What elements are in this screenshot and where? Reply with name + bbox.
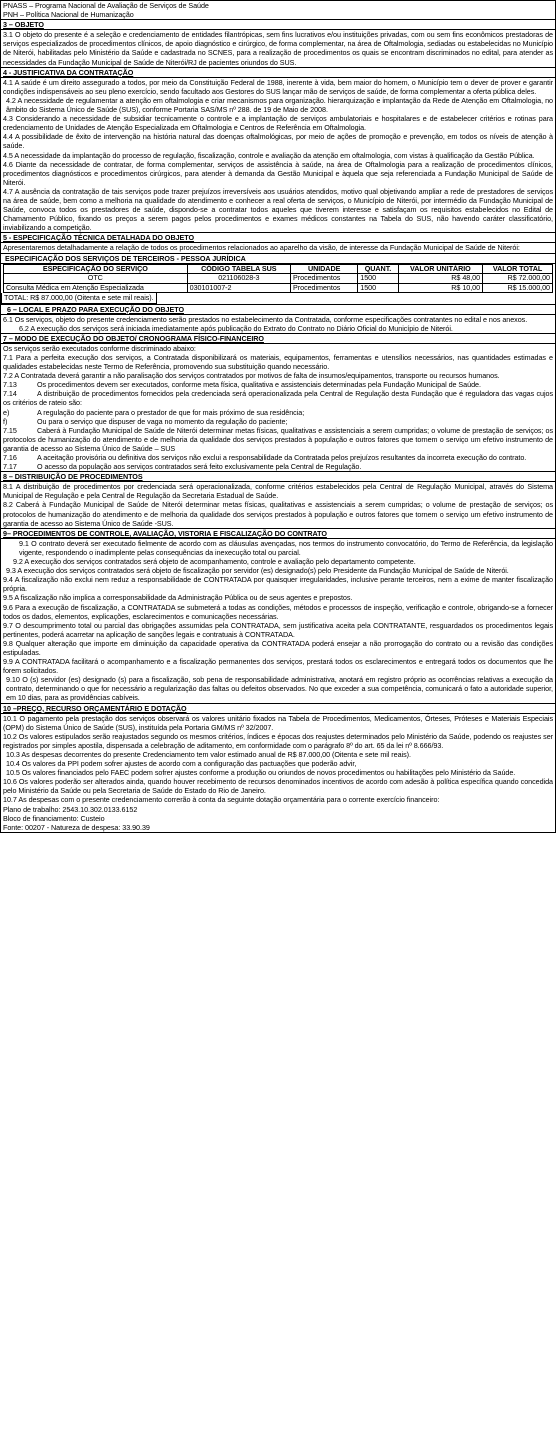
cell-unit: Procedimentos bbox=[291, 283, 358, 293]
item-letter: f) bbox=[3, 416, 8, 426]
table-row bbox=[4, 274, 553, 284]
clause-9-7: 9.7 O descumprimento total ou parcial das obrigações assumidas pela CONTRATADA, sem justificativa aceita pela CONTRATANTE, resguardados os procedimentos legais pertinentes, poderá acarretar na aplicação de sanções legais e contratuais à CONTRATADA. bbox=[3, 620, 553, 639]
clause-4-5: 4.5 A necessidade da implantação do processo de regulação, fiscalização, controle e avaliação da atenção em oftalmologia, com vistas à qualificação da Gestão Pública. bbox=[3, 150, 535, 160]
clause-9-5: 9.5 A fiscalização não implica a corresponsabilidade da Administração Pública ou de seus agentes e prepostos. bbox=[3, 593, 353, 603]
clause-text: A distribuição de procedimentos fornecidos pela credenciada será operacionalizada pela Central de Regulação desta Fundação que é reguladora das vagas cujos os critérios de rateio são: bbox=[3, 389, 553, 408]
clause-10-6: 10.6 Os valores poderão ser alterados ainda, quando houver recebimento de recursos denominados incentivos de acordo com adesão à política específica quando concedida pelo Ministério da Saúde ou pela Secretaria de Saúde do Estado do Rio de Janeiro. bbox=[3, 777, 553, 796]
clause-text: Caberá à Fundação Municipal de Saúde de Niterói determinar metas físicas, qualitativas e assistenciais a serem cumpridas; o volume de prestação de serviços; os protocolos de humanização do atendimento e de melhoria da qualidade dos serviços prestados à população e outros fatores que tornem o serviço um efetivo instrumento de garantia de acesso ao Sistema Único de Saúde – SUS bbox=[3, 425, 553, 453]
section-6-heading: 6 – LOCAL E PRAZO PARA EXECUÇÃO DO OBJETO bbox=[1, 304, 555, 314]
clause-7-14 bbox=[3, 389, 553, 407]
cell-service: Consulta Médica em Atenção Especializada bbox=[4, 283, 188, 293]
col-header-sus-code: CÓDIGO TABELA SUS bbox=[187, 264, 290, 274]
cell-total-value: R$ 15.000,00 bbox=[483, 283, 553, 293]
section-4-heading: 4 - JUSTIFICATIVA DA CONTRATAÇÃO bbox=[1, 67, 555, 77]
section-8-heading: 8 – DISTRIBUIÇÃO DE PROCEDIMENTOS bbox=[1, 471, 555, 481]
services-total: TOTAL: R$ 87.000,00 (Oitenta e sete mil reais). bbox=[1, 293, 157, 303]
clause-9-8: 9.8 Qualquer alteração que importe em diminuição da capacidade operativa da CONTRATADA poderá ensejar a não prorrogação do contrato ou a revisão das condições estipuladas. bbox=[3, 638, 553, 657]
section-7-heading: 7 – MODO DE EXECUÇÃO DO OBJETO/ CRONOGRAMA FÍSICO-FINANCEIRO bbox=[1, 333, 555, 343]
clause-4-1: 4.1 A saúde é um direito assegurado a todos, por meio da Constituição Federal de 1988, inerente à vida, bem maior do homem, o Município tem o dever de prover e garantir condições indispensáveis ao seu pleno exercício, sendo facultado aos Gestores do SUS lançar mão de serviços de saúde, de forma complementar a oferta pública deles. bbox=[3, 77, 553, 96]
cell-quantity: 1500 bbox=[358, 274, 398, 284]
clause-7-16 bbox=[3, 453, 553, 462]
clause-10-2: 10.2 Os valores estipulados serão reajustados segundo os mesmos critérios, índices e épocas dos reajustes determinados pelo Ministério da Saúde, podendo os reajustes ser registrados por simples apostila, dispensada a celebração de aditamento, em conformidade com o parágrafo 8º do art. 65 da lei nº 8.666/93. bbox=[3, 731, 553, 750]
clause-8-2: 8.2 Caberá à Fundação Municipal de Saúde de Niterói determinar metas físicas, qualitativas e assistenciais a serem cumpridas; o volume de prestação de serviços; os protocolos de humanização do atendimento e de melhoria da qualidade dos serviços prestados à população e outros fatores que tornem o serviço um efetivo instrumento de garantia de acesso ao Sistema Único de Saúde -SUS. bbox=[3, 500, 553, 528]
clause-10-3: 10.3 As despesas decorrentes do presente Credenciamento tem valor estimado anual de R$ 87.000,00 (Oitenta e sete mil reais). bbox=[6, 750, 411, 759]
section-7-body bbox=[1, 343, 555, 471]
col-header-unit-value: VALOR UNITÁRIO bbox=[398, 264, 482, 274]
item-text: A regulação do paciente para o prestador de que for mais próximo de sua residência; bbox=[37, 407, 305, 417]
clause-7-13 bbox=[3, 380, 553, 389]
clause-4-4: 4.4 A possibilidade de êxito de intervenção na história natural das doenças oftalmológicas, por meio de ações de promoção e prevenção, em todos os níveis de atenção à saúde. bbox=[3, 132, 553, 151]
col-header-service: ESPECIFICAÇÃO DO SERVIÇO bbox=[4, 264, 188, 274]
item-letter: e) bbox=[3, 407, 10, 417]
section-8-body bbox=[1, 481, 555, 527]
cell-sus-code: 021106028-3 bbox=[187, 274, 290, 284]
budget-funding-block: Bloco de financiamento: Custeio bbox=[3, 813, 105, 823]
services-table bbox=[3, 264, 553, 294]
section-5-intro: Apresentaremos detalhadamente a relação de todos os procedimentos relacionados ao aparelho da visão, de interesse da Fundação Municipal de Saúde de Niterói: bbox=[3, 243, 520, 253]
section-6-body bbox=[1, 314, 555, 333]
cell-sus-code: 030101007-2 bbox=[187, 283, 290, 293]
clause-7-17 bbox=[3, 462, 553, 471]
cell-unit: Procedimentos bbox=[291, 274, 358, 284]
section-10-heading: 10 –PREÇO, RECURSO ORÇAMENTÁRIO E DOTAÇÃO bbox=[1, 703, 555, 713]
section-9-heading: 9– PROCEDIMENTOS DE CONTROLE, AVALIAÇÃO, VISTORIA E FISCALIZAÇÃO DO CONTRATO bbox=[1, 528, 555, 538]
clause-4-6: 4.6 Diante da necessidade de contratar, de forma complementar, serviços de assistência à saúde, na área de Oftalmologia para a realização de procedimentos clínicos, procedimentos diagnósticos e procedimentos cirúrgicos, para atender à demanda da Gestão Municipal e àquela que seja referenciada a Fundação Municipal de Saúde de Niterói. bbox=[3, 159, 553, 187]
section-7-intro: Os serviços serão executados conforme discriminado abaixo: bbox=[3, 343, 196, 353]
clause-8-1: 8.1 A distribuição de procedimentos por credenciada será operacionalizada, conforme critérios estabelecidos pela Central de Regulação Municipal, através do Sistema Municipal de Regulação e pela Central de Regulação da Secretaria Estadual de Saúde. bbox=[3, 482, 553, 501]
clause-7-15 bbox=[3, 426, 553, 453]
clause-10-1: 10.1 O pagamento pela prestação dos serviços observará os valores unitário fixados na Tabela de Procedimentos, Medicamentos, Órteses, Próteses e Materiais Especiais (OPM) do Sistema Único de Saúde (SUS), instituída pela Portaria GM/MS nº 32/2007. bbox=[3, 713, 553, 732]
clause-9-10: 9.10 O (s) servidor (es) designado (s) para a fiscalização, sob pena de responsabilidade administrativa, anotará em registro próprio as ocorrências relativas a execução da contrato, determinando o que for necessário a regularização das faltas ou defeitos observados. No que exceder a sua competência, comunicará o fato a autoridade superior, em 10 dias, para as providências cabíveis. bbox=[6, 675, 553, 703]
cell-unit-value: R$ 10,00 bbox=[398, 283, 482, 293]
cell-quantity: 1500 bbox=[358, 283, 398, 293]
cell-total-value: R$ 72.000,00 bbox=[483, 274, 553, 284]
clause-number: 7.13 bbox=[3, 380, 17, 390]
cell-service: OTC bbox=[4, 274, 188, 284]
section-5-body bbox=[1, 242, 555, 303]
item-e bbox=[3, 408, 553, 417]
col-header-total-value: VALOR TOTAL bbox=[483, 264, 553, 274]
services-table-title: ESPECIFICAÇÃO DOS SERVIÇOS DE TERCEIROS - PESSOA JURÍDICA bbox=[1, 253, 555, 264]
clause-10-4: 10.4 Os valores da PPI podem sofrer ajustes de acordo com a configuração das pactuações que poderão advir, bbox=[6, 759, 357, 769]
clause-9-1: 9.1 O contrato deverá ser executado fielmente de acordo com as cláusulas avençadas, nos termos do instrumento convocatório, do Termo de Referência, da legislação vigente, respondendo o inadimplente pelas consequências da inexecução total ou parcial. bbox=[19, 538, 553, 557]
clause-10-7: 10.7 As despesas com o presente credenciamento correrão à conta da seguinte dotação orçamentária para o corrente exercício financeiro: bbox=[3, 795, 440, 805]
clause-text: O acesso da população aos serviços contratados será feito exclusivamente pela Central de Regulação. bbox=[37, 462, 362, 472]
clause-6-2: 6.2 A execução dos serviços será iniciada imediatamente após publicação do Extrato do Contrato no Diário Oficial do Município de Niterói. bbox=[19, 323, 453, 333]
col-header-quantity: QUANT. bbox=[358, 264, 398, 274]
clause-9-3: 9.3 A execução dos serviços contratados será objeto de fiscalização por servidor (es) designado(s) pelo Presidente da Fundação Municipal de Saúde de Niterói. bbox=[6, 566, 509, 576]
clause-9-2: 9.2 A execução dos serviços contratados será objeto de acompanhamento, controle e avaliação pelo departamento competente. bbox=[13, 557, 416, 567]
abbrev-pnass: PNASS – Programa Nacional de Avaliação de Serviços de Saúde bbox=[3, 1, 209, 10]
clause-text: Os procedimentos devem ser executados, conforme meta física, qualitativa e assistenciais determinadas pela Fundação Municipal de Saúde. bbox=[37, 380, 481, 390]
clause-text: A aceitação provisória ou definitiva dos serviços não exclui a responsabilidade da Contratada pelos prejuízos resultantes da incorreta execução do contrato. bbox=[37, 453, 527, 462]
section-5-heading: 5 - ESPECIFICAÇÃO TÉCNICA DETALHADA DO OBJETO bbox=[1, 232, 555, 242]
clause-9-4: 9.4 A fiscalização não exclui nem reduz a responsabilidade de CONTRATADA por quaisquer irregularidades, inclusive perante terceiros, nem a exime de manter fiscalização própria. bbox=[3, 575, 553, 594]
budget-work-plan: Plano de trabalho: 2543.10.302.0133.6152 bbox=[3, 804, 138, 814]
budget-source: Fonte: 00207 - Natureza de despesa: 33.90.39 bbox=[3, 822, 150, 832]
clause-number: 7.14 bbox=[3, 389, 17, 399]
clause-number: 7.15 bbox=[3, 425, 17, 435]
clause-7-2: 7.2 A Contratada deverá garantir a não paralisação dos serviços contratados por motivos de falta de insumos/equipamentos, transporte ou recursos humanos. bbox=[3, 371, 500, 381]
section-9-body bbox=[1, 538, 555, 703]
section-10-body bbox=[1, 713, 555, 832]
clause-4-3: 4.3 Considerando a necessidade de subsidiar tecnicamente o controle e a implantação de serviços ambulatoriais e hospitalares e de estabelecer critérios e rotinas para credenciamento de Unidades de Atenção Especializada em Oftalmologia e Centros de Referência em Oftalmologia. bbox=[3, 114, 553, 133]
item-f bbox=[3, 417, 553, 426]
cell-unit-value: R$ 48,00 bbox=[398, 274, 482, 284]
clause-4-7: 4.7 A ausência da contratação de tais serviços pode trazer prejuízos irreversíveis aos usuários atendidos, motivo qual objetivando ampliar a rede de prestadores de serviços na área de saúde, bem como a melhoria na qualidade do atendimento e conhecer a real oferta de serviços, o Município de Niterói, por intermédio da Fundação Municipal de Saúde, convoca todos os prestadores de saúde, dispondo-se a contratar todos aqueles que tiverem interesse e satisfaçam os requisitos estabelecidos no Edital de Chamamento Público, fixando os preços a serem pagos pelos procedimentos e exames médicos constantes na Tabela do SUS, não havendo caráter classificatório, inviabilizando a competição. bbox=[3, 186, 553, 233]
clause-10-5: 10.5 Os valores financiados pelo FAEC podem sofrer ajustes conforme a produção ou oriundos de novos procedimentos ou habilitações pelo Ministério da Saúde. bbox=[6, 768, 516, 778]
abbreviations-block bbox=[1, 1, 555, 19]
clause-number: 7.17 bbox=[3, 462, 17, 472]
clause-3-1: 3.1 O objeto do presente é a seleção e credenciamento de entidades filantrópicas, sem fins lucrativos e/ou instituições privadas, com ou sem fins econômicos prestadoras de serviços especializados de procedimentos clínicos, de apoio diagnóstico e cirúrgico, de forma complementar, na área de Oftalmologia, sediadas ou estabelecidas no Município de Niterói, habilitadas pelo Ministério da Saúde e cadastrada no SCNES, para a realização de procedimentos os quais se encontram discriminados no edital, para atender as necessidades da Fundação Municipal de Saúde de Niterói/RJ de pacientes oriundos do SUS. bbox=[3, 30, 553, 67]
section-4-body bbox=[1, 77, 555, 233]
item-text: Ou para o serviço que dispuser de vaga no momento da regulação do paciente; bbox=[37, 416, 288, 426]
section-3-heading: 3 – OBJETO bbox=[1, 19, 555, 29]
clause-4-2: 4.2 A necessidade de regulamentar a atenção em oftalmologia e criar mecanismos para organização. hierarquização e implantação da Rede de Atenção em Oftalmologia, no âmbito do Sistema Único de Saúde (SUS), conforme Portaria SAS/MS nº 288. de 19 de Maio de 2008. bbox=[6, 95, 553, 115]
section-3-body bbox=[1, 29, 555, 66]
col-header-unit: UNIDADE bbox=[291, 264, 358, 274]
clause-number: 7.16 bbox=[3, 453, 17, 462]
clause-9-6: 9.6 Para a execução de fiscalização, a CONTRATADA se submeterá a todas as condições, métodos e processos de inspeção, verificação e controle, obrigando-se a fornecer todos os dados, elementos, explicações, esclarecimentos e comunicações necessárias. bbox=[3, 602, 553, 621]
abbrev-pnh: PNH – Política Nacional de Humanização bbox=[3, 10, 134, 20]
table-row bbox=[4, 283, 553, 293]
clause-7-1: 7.1 Para a perfeita execução dos serviços, a Contratada disponibilizará os materiais, equipamentos, ferramentas e utensílios necessários, nas quantidades estimadas e qualidades estabelecidas neste Termo de Referência, promovendo sua substituição quando necessário. bbox=[3, 352, 553, 372]
clause-6-1: 6.1 Os serviços, objeto do presente credenciamento serão prestados no estabelecimento da Contratada, conforme especificações contratantes no edital e nos anexos. bbox=[3, 314, 528, 324]
clause-9-9: 9.9 A CONTRATADA facilitará o acompanhamento e a fiscalização permanentes dos serviços, prestará todos os esclarecimentos e entregará todos os documentos que lhe forem solicitados. bbox=[3, 657, 553, 676]
